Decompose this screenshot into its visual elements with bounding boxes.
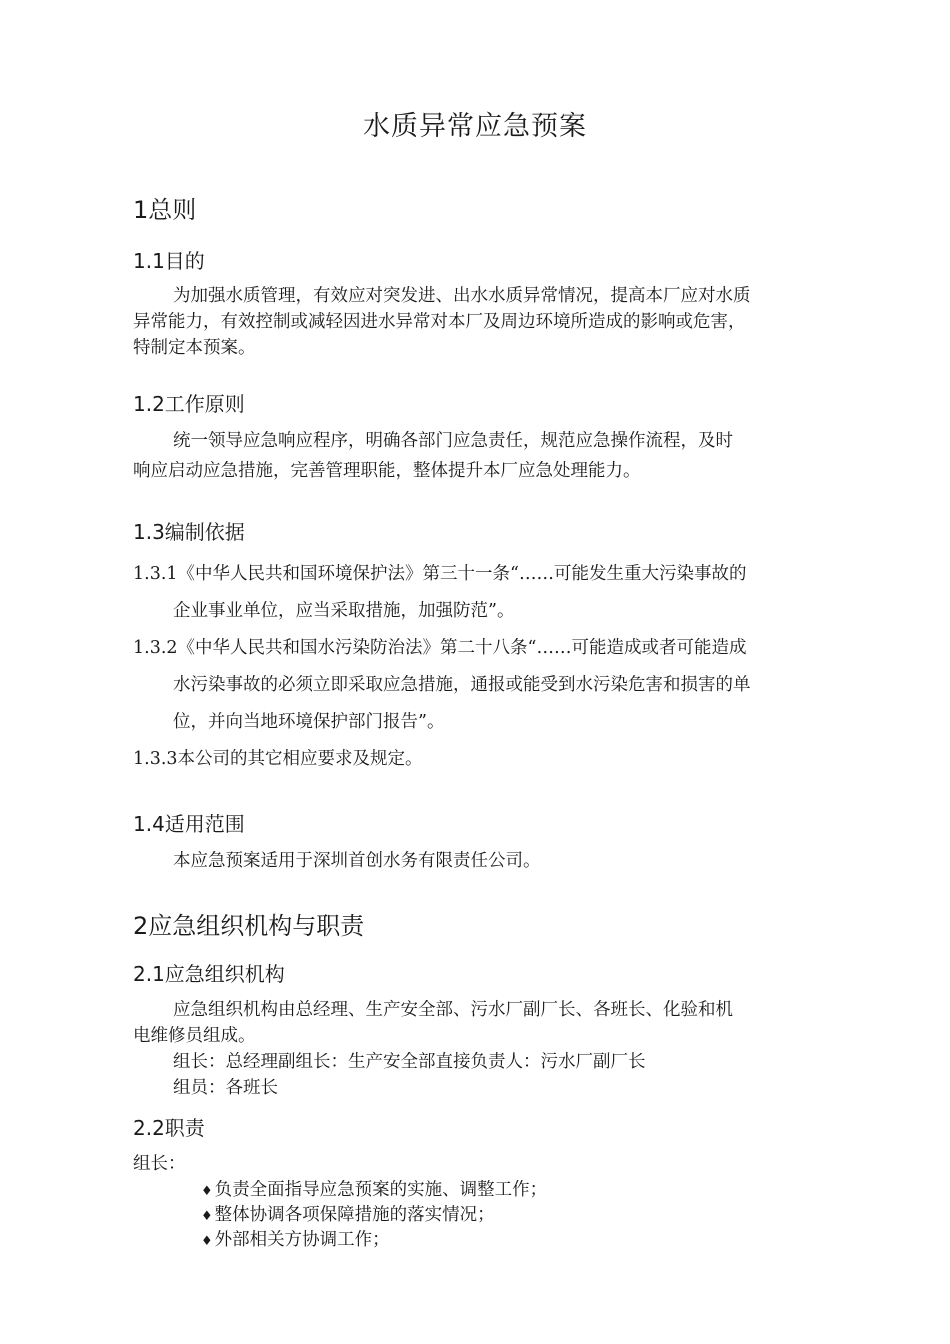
section-1-4-text: 本应急预案适用于深圳首创水务有限责任公司。 <box>173 851 541 871</box>
section-1-1-line-3: 特制定本预案。 <box>133 338 256 358</box>
duty-text: 整体协调各项保障措施的落实情况； <box>214 1205 495 1225</box>
section-2-heading: 2应急组织机构与职责 <box>133 912 365 940</box>
basis-item-1-line-2: 企业事业单位，应当采取措施，加强防范”。 <box>173 601 515 621</box>
diamond-bullet-icon: ♦ <box>201 1234 213 1249</box>
basis-item-3: 1.3.3本公司的其它相应要求及规定。 <box>133 749 423 769</box>
section-2-1-line-2: 电维修员组成。 <box>133 1026 256 1046</box>
section-2-1-line-4: 组员：各班长 <box>173 1078 278 1098</box>
section-2-2-heading: 2.2职责 <box>133 1116 205 1140</box>
document-title: 水质异常应急预案 <box>363 111 587 142</box>
diamond-bullet-icon: ♦ <box>201 1184 213 1199</box>
section-1-3-heading: 1.3编制依据 <box>133 520 245 544</box>
section-1-2-line-2: 响应启动应急措施，完善管理职能，整体提升本厂应急处理能力。 <box>133 461 641 481</box>
diamond-bullet-icon: ♦ <box>201 1209 213 1224</box>
basis-item-1-line-1: 1.3.1《中华人民共和国环境保护法》第三十一条“……可能发生重大污染事故的 <box>133 564 747 584</box>
section-1-1-line-1: 为加强水质管理，有效应对突发进、出水水质异常情况，提高本厂应对水质 <box>173 286 751 306</box>
section-2-1-heading: 2.1应急组织机构 <box>133 962 285 986</box>
section-1-4-heading: 1.4适用范围 <box>133 812 245 836</box>
section-1-heading: 1总则 <box>133 196 197 224</box>
duty-item-1 <box>201 1176 547 1201</box>
section-2-1-line-3: 组长：总经理副组长：生产安全部直接负责人：污水厂副厂长 <box>173 1052 646 1072</box>
duty-item-2 <box>201 1201 495 1226</box>
basis-item-2-line-1: 1.3.2《中华人民共和国水污染防治法》第二十八条“……可能造成或者可能造成 <box>133 638 747 658</box>
duty-text: 外部相关方协调工作； <box>214 1230 390 1250</box>
section-1-1-line-2: 异常能力，有效控制或减轻因进水异常对本厂及周边环境所造成的影响或危害， <box>133 312 746 332</box>
duty-item-3 <box>201 1226 390 1251</box>
section-1-2-line-1: 统一领导应急响应程序，明确各部门应急责任，规范应急操作流程，及时 <box>173 431 733 451</box>
section-1-2-heading: 1.2工作原则 <box>133 392 245 416</box>
basis-item-2-line-2: 水污染事故的必须立即采取应急措施，通报或能受到水污染危害和损害的单 <box>173 675 751 695</box>
basis-item-2-line-3: 位，并向当地环境保护部门报告”。 <box>173 712 445 732</box>
section-1-1-heading: 1.1目的 <box>133 249 205 273</box>
section-2-1-line-1: 应急组织机构由总经理、生产安全部、污水厂副厂长、各班长、化验和机 <box>173 1000 733 1020</box>
leader-label: 组长： <box>133 1154 186 1174</box>
duty-text: 负责全面指导应急预案的实施、调整工作； <box>214 1180 548 1200</box>
